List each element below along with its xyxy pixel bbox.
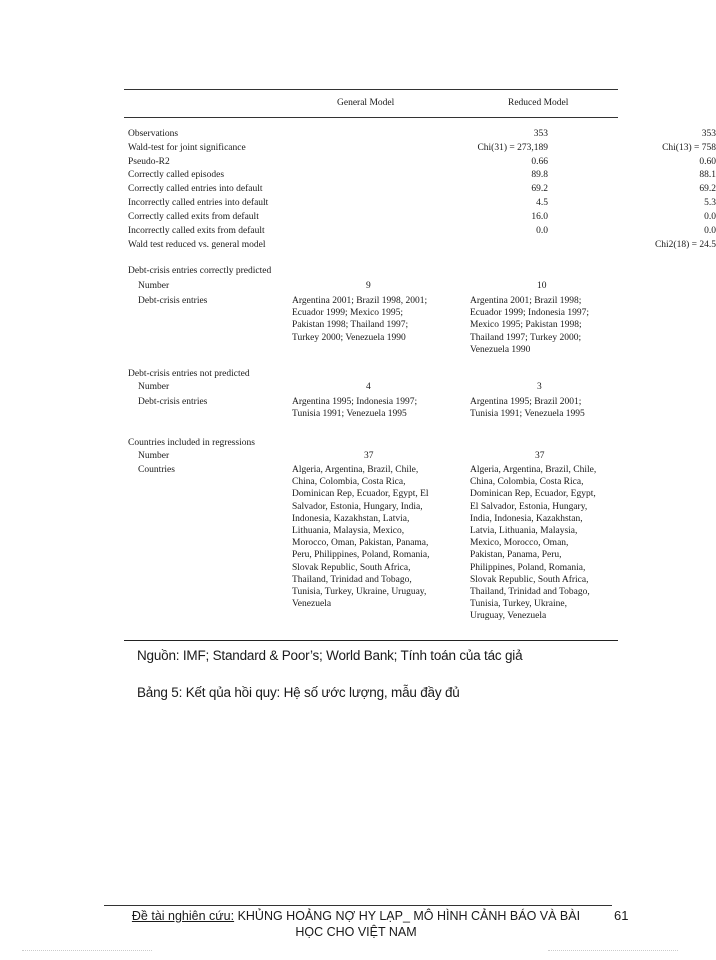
stat-reduced-value: 88.1: [699, 170, 716, 180]
cell-line: Uruguay, Venezuela: [470, 611, 547, 622]
stat-label: Correctly called episodes: [128, 170, 225, 180]
not-predicted-number-label: Number: [138, 382, 170, 392]
cell-line: Venezuela 1990: [470, 344, 531, 355]
not-predicted-general-entries: [292, 396, 452, 420]
not-predicted-reduced-entries: [470, 396, 610, 420]
countries-number-general: 37: [364, 451, 374, 461]
stat-general-value: 4.5: [536, 198, 548, 208]
col-header-reduced: Reduced Model: [508, 98, 569, 108]
countries-general-list: [292, 464, 452, 610]
predicted-reduced-entries: [470, 295, 610, 356]
bottom-dotted-right: [548, 950, 678, 951]
footer-topic-title-2: HỌC CHO VIỆT NAM: [295, 925, 417, 939]
predicted-entries-label: Debt-crisis entries: [138, 296, 208, 306]
countries-heading: Countries included in regressions: [128, 438, 255, 448]
stat-row: [128, 182, 716, 196]
stat-reduced-value: Chi2(18) = 24.5: [654, 240, 716, 250]
stat-general-value: 0.66: [531, 157, 548, 167]
stat-label: Wald-test for joint significance: [128, 143, 246, 153]
stat-row: [128, 127, 716, 141]
cell-line: Thailand 1997; Turkey 2000;: [470, 332, 582, 343]
cell-line: El Salvador, Estonia, Hungary,: [470, 501, 588, 512]
stat-label: Correctly called exits from default: [128, 212, 259, 222]
source-note: Nguồn: IMF; Standard & Poor’s; World Bank; Tính toán của tác giả: [137, 648, 523, 663]
cell-line: Mexico, Morocco, Oman,: [470, 538, 569, 549]
page-number: 61: [614, 908, 629, 923]
stat-general-value: 89.8: [531, 170, 548, 180]
stat-row: [128, 141, 716, 155]
cell-line: Argentina 1995; Indonesia 1997;: [292, 397, 418, 407]
countries-number-reduced: 37: [535, 451, 545, 461]
cell-line: Mexico 1995; Pakistan 1998;: [470, 320, 582, 331]
stat-reduced-value: 69.2: [699, 184, 716, 194]
stat-row: [128, 210, 716, 224]
stat-label: Correctly called entries into default: [128, 184, 263, 194]
cell-line: Philippines, Poland, Romania,: [470, 562, 586, 573]
cell-line: Tunisia, Turkey, Ukraine, Uruguay,: [292, 587, 427, 598]
countries-number-label: Number: [138, 451, 170, 461]
cell-line: Salvador, Estonia, Hungary, India,: [292, 501, 423, 512]
not-predicted-number-reduced: 3: [537, 382, 542, 392]
not-predicted-entries-label: Debt-crisis entries: [138, 397, 208, 407]
stat-reduced-value: 0.0: [704, 212, 716, 222]
stat-label: Observations: [128, 129, 179, 139]
footer-topic: [104, 908, 608, 940]
cell-line: Dominican Rep, Ecuador, Egypt, El: [292, 489, 429, 500]
predicted-heading: Debt-crisis entries correctly predicted: [128, 266, 272, 276]
cell-line: Dominican Rep, Ecuador, Egypt,: [470, 489, 596, 500]
stat-row: [128, 196, 716, 210]
not-predicted-number-general: 4: [366, 382, 371, 392]
not-predicted-heading: Debt-crisis entries not predicted: [128, 369, 250, 379]
stat-general-value: 16.0: [531, 212, 548, 222]
stat-label: Incorrectly called entries into default: [128, 198, 269, 208]
stat-general-value: Chi(31) = 273,189: [477, 143, 548, 153]
table-caption: Bảng 5: Kết qủa hồi quy: Hệ số ước lượng, mẫu đầy đủ: [137, 685, 460, 700]
cell-line: Tunisia 1991; Venezuela 1995: [292, 409, 407, 420]
stat-reduced-value: Chi(13) = 758: [662, 143, 716, 153]
cell-line: Pakistan, Panama, Peru,: [470, 550, 562, 561]
countries-reduced-list: [470, 464, 610, 623]
stat-row: [128, 224, 716, 238]
cell-line: China, Colombia, Costa Rica,: [470, 477, 584, 488]
stat-general-value: 353: [533, 129, 548, 139]
cell-line: Indonesia, Kazakhstan, Latvia,: [292, 513, 410, 524]
stat-row: [128, 155, 716, 169]
cell-line: Venezuela: [292, 599, 332, 610]
predicted-number-reduced: 10: [537, 281, 547, 291]
cell-line: Tunisia 1991; Venezuela 1995: [470, 409, 585, 420]
table-bottom-rule: [124, 640, 618, 641]
stat-reduced-value: 0.60: [699, 157, 716, 167]
cell-line: Lithuania, Malaysia, Mexico,: [292, 526, 405, 537]
countries-list-label: Countries: [138, 465, 175, 475]
cell-line: Peru, Philippines, Poland, Romania,: [292, 550, 430, 561]
stat-label: Wald test reduced vs. general model: [128, 240, 266, 250]
cell-line: Turkey 2000; Venezuela 1990: [292, 332, 406, 343]
stat-reduced-value: 353: [701, 129, 716, 139]
stat-general-value: 0.0: [536, 226, 548, 236]
stat-row: [128, 168, 716, 182]
predicted-general-entries: [292, 295, 452, 344]
cell-line: Argentina 2001; Brazil 1998, 2001;: [292, 296, 428, 306]
stat-label: Incorrectly called exits from default: [128, 226, 265, 236]
footer-rule: [104, 905, 612, 906]
cell-line: Algeria, Argentina, Brazil, Chile,: [470, 465, 597, 475]
cell-line: Thailand, Trinidad and Tobago,: [470, 587, 590, 598]
cell-line: Morocco, Oman, Pakistan, Panama,: [292, 538, 429, 549]
cell-line: Argentina 2001; Brazil 1998;: [470, 296, 582, 306]
predicted-number-label: Number: [138, 281, 170, 291]
stat-reduced-value: 0.0: [704, 226, 716, 236]
cell-line: Ecuador 1999; Mexico 1995;: [292, 308, 404, 319]
cell-line: Latvia, Lithuania, Malaysia,: [470, 526, 578, 537]
cell-line: Algeria, Argentina, Brazil, Chile,: [292, 465, 419, 475]
footer-topic-label: Đề tài nghiên cứu:: [131, 909, 235, 923]
stat-row: [128, 238, 716, 252]
bottom-dotted-left: [22, 950, 152, 951]
cell-line: Thailand, Trinidad and Tobago,: [292, 574, 412, 585]
footer-topic-title-1: KHỦNG HOẢNG NỢ HY LẠP_ MÔ HÌNH CẢNH BÁO VÀ BÀI: [234, 909, 581, 923]
predicted-number-general: 9: [366, 281, 371, 291]
cell-line: Slovak Republic, South Africa,: [470, 574, 589, 585]
stat-reduced-value: 5.3: [704, 198, 716, 208]
cell-line: Slovak Republic, South Africa,: [292, 562, 411, 573]
cell-line: Ecuador 1999; Indonesia 1997;: [470, 308, 589, 319]
cell-line: Argentina 1995; Brazil 2001;: [470, 397, 582, 407]
cell-line: China, Colombia, Costa Rica,: [292, 477, 406, 488]
stat-general-value: 69.2: [531, 184, 548, 194]
col-header-general: General Model: [337, 98, 395, 108]
table-top-rule: [124, 89, 618, 90]
header-bottom-rule: [124, 117, 618, 118]
cell-line: India, Indonesia, Kazakhstan,: [470, 513, 583, 524]
stat-label: Pseudo-R2: [128, 157, 170, 167]
cell-line: Pakistan 1998; Thailand 1997;: [292, 320, 409, 331]
cell-line: Tunisia, Turkey, Ukraine,: [470, 599, 567, 610]
